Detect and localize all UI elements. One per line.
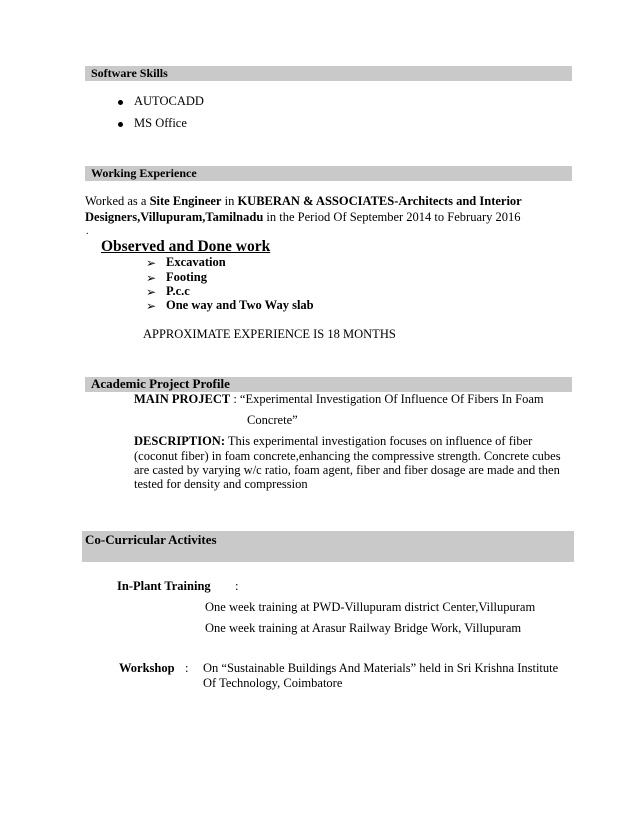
bullet-icon [118,100,123,105]
main-project-line-1 [134,392,544,407]
work-item: Excavation [166,255,226,269]
experience-line-1 [85,194,522,209]
inplant-label: In-Plant Training [117,579,211,593]
skill-item: AUTOCADD [134,94,204,108]
inplant-colon: : [235,579,239,593]
skill-item: MS Office [134,116,187,130]
stray-dot: . [86,226,89,237]
observed-heading: Observed and Done work [101,238,271,255]
software-skills-heading: Software Skills [91,66,168,80]
arrow-bullet-icon: ➢ [146,299,157,313]
description-line-3: are casted by varying w/c ratio, foam agent, fiber and fiber dosage are made and then [134,463,560,477]
inplant-item: One week training at PWD-Villupuram district Center,Villupuram [205,600,536,614]
workshop-colon: : [185,661,189,675]
academic-heading: Academic Project Profile [91,376,230,391]
main-project-label: MAIN PROJECT [134,392,231,406]
arrow-bullet-icon: ➢ [146,256,157,270]
role: Site Engineer [149,194,222,208]
text-segment: in [221,194,238,208]
experience-duration-note: APPROXIMATE EXPERIENCE IS 18 MONTHS [143,327,396,341]
work-item: Footing [166,270,207,284]
description-line-2: (coconut fiber) in foam concrete,enhancing the compressive strength. Concrete cubes [134,449,561,463]
description-line-1 [134,434,532,449]
bullet-icon [118,122,123,127]
experience-line-2 [85,210,521,225]
workshop-item: Of Technology, Coimbatore [203,676,343,690]
work-item: One way and Two Way slab [166,298,314,312]
main-project-separator: : [230,392,240,406]
inplant-item: One week training at Arasur Railway Bridge Work, Villupuram [205,621,522,635]
arrow-bullet-icon: ➢ [146,271,157,285]
working-experience-heading: Working Experience [91,166,197,180]
company-location: Designers,Villupuram,Tamilnadu [85,210,264,224]
workshop-item: On “Sustainable Buildings And Materials” held in Sri Krishna Institute [203,661,559,675]
description-text: This experimental investigation focuses on influence of fiber [225,434,533,448]
period: in the Period Of September 2014 to February 2016 [263,210,521,224]
cocurricular-heading: Co-Curricular Activites [85,532,217,547]
company: KUBERAN & ASSOCIATES-Architects and Interior [237,194,522,208]
main-project-title: “Experimental Investigation Of Influence Of Fibers In Foam [239,392,544,406]
workshop-label: Workshop [119,661,175,675]
text-segment: Worked as a [85,194,150,208]
main-project-line-2: Concrete” [247,413,298,427]
arrow-bullet-icon: ➢ [146,285,157,299]
description-label: DESCRIPTION: [134,434,225,448]
description-line-4: tested for density and compression [134,477,308,491]
work-item: P.c.c [166,284,190,298]
